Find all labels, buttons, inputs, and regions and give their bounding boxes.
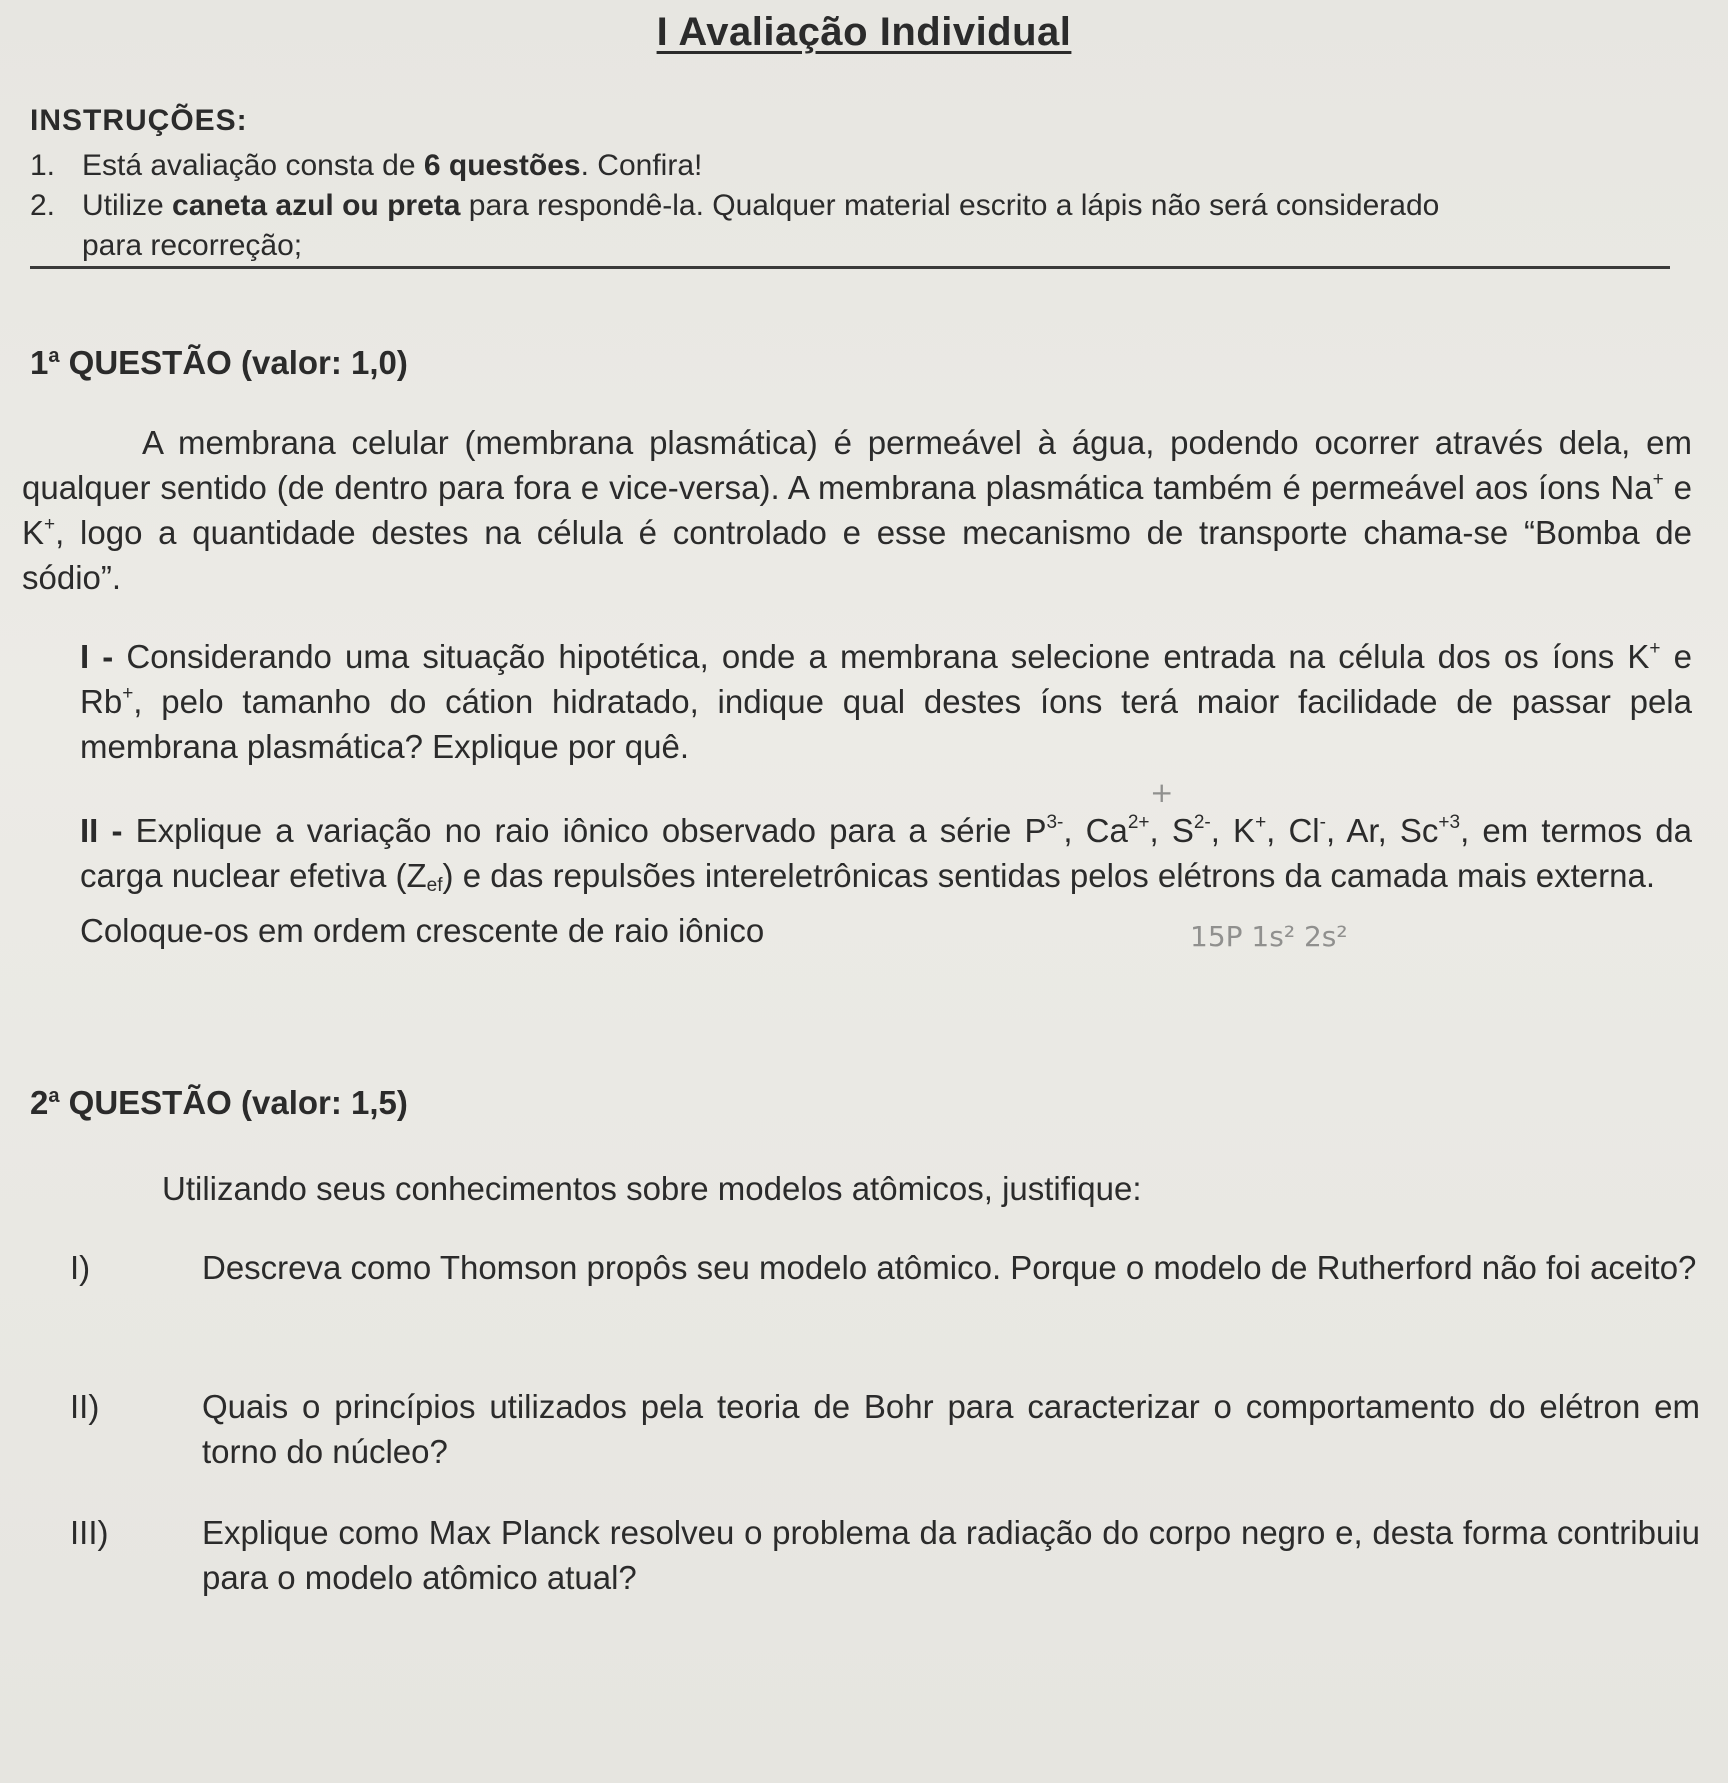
instruction-text: . Confira! (580, 149, 703, 182)
item-text: Descreva como Thomson propôs seu modelo atômico. Porque o modelo de Rutherford não foi aceito? (202, 1249, 1697, 1286)
part-text: e Rb (80, 638, 1692, 720)
question-2-item-3 (70, 1510, 1700, 1600)
question-number: 1 (30, 344, 49, 381)
ion-charge: + (122, 683, 134, 704)
handwritten-electron-config: 15P 1s² 2s² (1190, 920, 1348, 953)
ion-charge: 3- (1046, 812, 1064, 833)
item-label: II) (70, 1388, 100, 1425)
ion-charge: 2+ (1127, 812, 1150, 833)
part-text: Explique a variação no raio iônico observado para a série P (135, 812, 1047, 849)
question-2-heading (30, 1084, 408, 1122)
question-2-item-1 (70, 1245, 1700, 1290)
instruction-item-2 (30, 186, 1670, 266)
ion-charge: + (1255, 812, 1267, 833)
part-label: I - (80, 638, 127, 675)
instruction-text: para respondê-la. Qualquer material escrito a lápis não será considerado (460, 189, 1440, 222)
instruction-item-1 (30, 146, 1670, 186)
question-heading-text: QUESTÃO (valor: 1,5) (59, 1084, 408, 1121)
item-label: I) (70, 1249, 91, 1286)
part-text: , Cl (1266, 812, 1320, 849)
question-1-part-1 (80, 634, 1692, 769)
instruction-text: Utilize (82, 189, 173, 222)
ion-charge: + (1649, 638, 1661, 659)
section-divider (30, 266, 1670, 269)
part-text: ) e das repulsões intereletrônicas sentidas pelos elétrons da camada mais externa. (442, 857, 1656, 894)
ion-charge: +3 (1438, 812, 1461, 833)
question-number: 2 (30, 1084, 49, 1121)
question-2-item-2 (70, 1384, 1700, 1474)
part-text: , pelo tamanho do cátion hidratado, indique qual destes íons terá maior facilidade de passar pela membrana plasmática? Explique por quê. (80, 683, 1692, 765)
part-text: , K (1210, 812, 1256, 849)
ion-charge: + (1652, 469, 1664, 490)
question-2-intro: Utilizando seus conhecimentos sobre modelos atômicos, justifique: (162, 1170, 1142, 1207)
question-heading-text: QUESTÃO (valor: 1,0) (59, 344, 408, 381)
question-1-intro (22, 420, 1692, 600)
instruction-emphasis: caneta azul ou preta (172, 189, 461, 222)
ion-charge: + (44, 514, 56, 535)
page-title (0, 10, 1728, 55)
part-text: , em termos da carga nuclear efetiva (Z (80, 812, 1693, 894)
order-instruction: Coloque-os em ordem crescente de raio iônico (80, 912, 765, 949)
title-text: I Avaliação Individual (656, 10, 1072, 54)
instruction-continuation: para recorreção; (82, 229, 303, 262)
ion-charge: - (1319, 812, 1326, 833)
effective-charge-subscript: ef (426, 875, 443, 896)
intro-text: , logo a quantidade destes na célula é controlado e esse mecanismo de transporte chama-se “Bomba de sódio”. (22, 514, 1692, 596)
part-text: , Ar, Sc (1325, 812, 1439, 849)
ordinal-indicator: a (48, 1085, 60, 1107)
instruction-text: Está avaliação consta de (82, 149, 424, 182)
part-text: , Ca (1063, 812, 1128, 849)
ordinal-indicator: a (48, 345, 60, 367)
intro-text: A membrana celular (membrana plasmática) é permeável à água, podendo ocorrer através dela, em qualquer sentido (de dentro para fora e vice-versa). A membrana plasmática também é permeável aos íons Na (22, 424, 1692, 506)
part-text: Considerando uma situação hipotética, onde a membrana selecione entrada na célula dos os íons K (126, 638, 1650, 675)
intro-text: e K (22, 469, 1692, 551)
part-label: II - (80, 812, 136, 849)
instructions-heading: INSTRUÇÕES: (30, 104, 248, 137)
handwritten-plus-mark: + (1150, 776, 1174, 809)
ion-charge: 2- (1193, 812, 1211, 833)
instruction-number: 2. (30, 189, 56, 222)
question-1-heading (30, 344, 408, 382)
instruction-number: 1. (30, 149, 56, 182)
part-text: , S (1149, 812, 1194, 849)
item-label: III) (70, 1514, 109, 1551)
question-1-part-2 (80, 808, 1692, 953)
instruction-emphasis: 6 questões (423, 149, 581, 182)
item-text: Explique como Max Planck resolveu o problema da radiação do corpo negro e, desta forma contribuiu para o modelo atômico atual? (202, 1514, 1700, 1596)
item-text: Quais o princípios utilizados pela teoria de Bohr para caracterizar o comportamento do elétron em torno do núcleo? (202, 1388, 1700, 1470)
